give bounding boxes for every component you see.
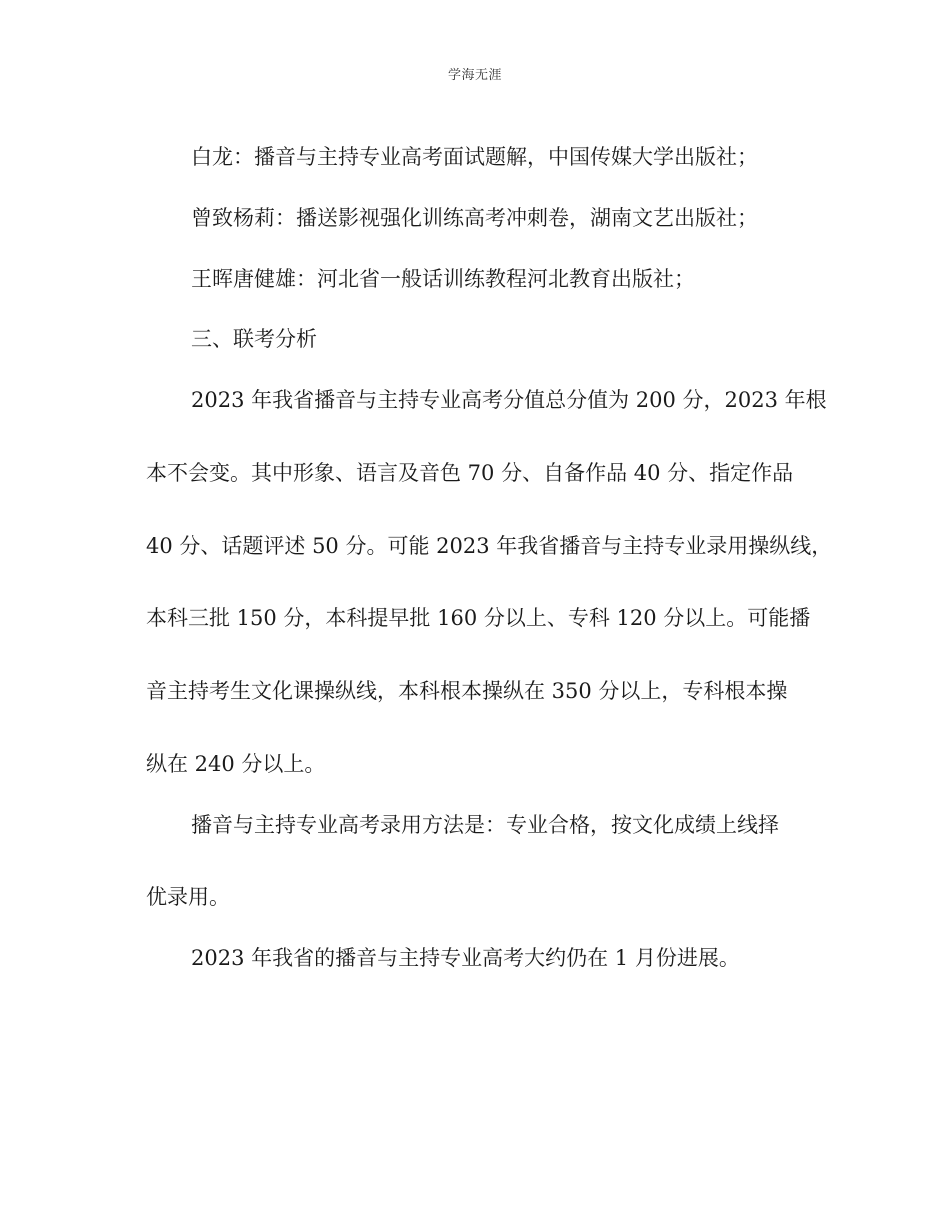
paragraph-1-line-4: 本科三批 150 分，本科提早批 160 分以上、专科 120 分以上。可能播: [146, 606, 811, 630]
paragraph-2-line-1: 播音与主持专业高考录用方法是：专业合格，按文化成绩上线择: [191, 813, 779, 837]
page-header: 学海无涯: [447, 68, 502, 83]
paragraph-1-line-6: 纵在 240 分以上。: [146, 752, 326, 776]
reference-line-2: 曾致杨莉：播送影视强化训练高考冲刺卷，湖南文艺出版社；: [191, 206, 758, 230]
paragraph-1-line-5: 音主持考生文化课操纵线，本科根本操纵在 350 分以上，专科根本操: [146, 679, 788, 703]
section-heading: 三、联考分析: [191, 327, 317, 351]
paragraph-2-line-2: 优录用。: [146, 885, 230, 909]
reference-line-1: 白龙：播音与主持专业高考面试题解，中国传媒大学出版社；: [191, 145, 758, 169]
paragraph-1-line-2: 本不会变。其中形象、语言及音色 70 分、自备作品 40 分、指定作品: [146, 461, 794, 485]
reference-line-3: 王晖唐健雄：河北省一般话训练教程河北教育出版社；: [191, 267, 695, 291]
paragraph-3-line-1: 2023 年我省的播音与主持专业高考大约仍在 1 月份进展。: [191, 946, 740, 970]
paragraph-1-line-1: 2023 年我省播音与主持专业高考分值总分值为 200 分，2023 年根: [191, 388, 827, 412]
paragraph-1-line-3: 40 分、话题评述 50 分。可能 2023 年我省播音与主持专业录用操纵线，: [146, 534, 833, 558]
